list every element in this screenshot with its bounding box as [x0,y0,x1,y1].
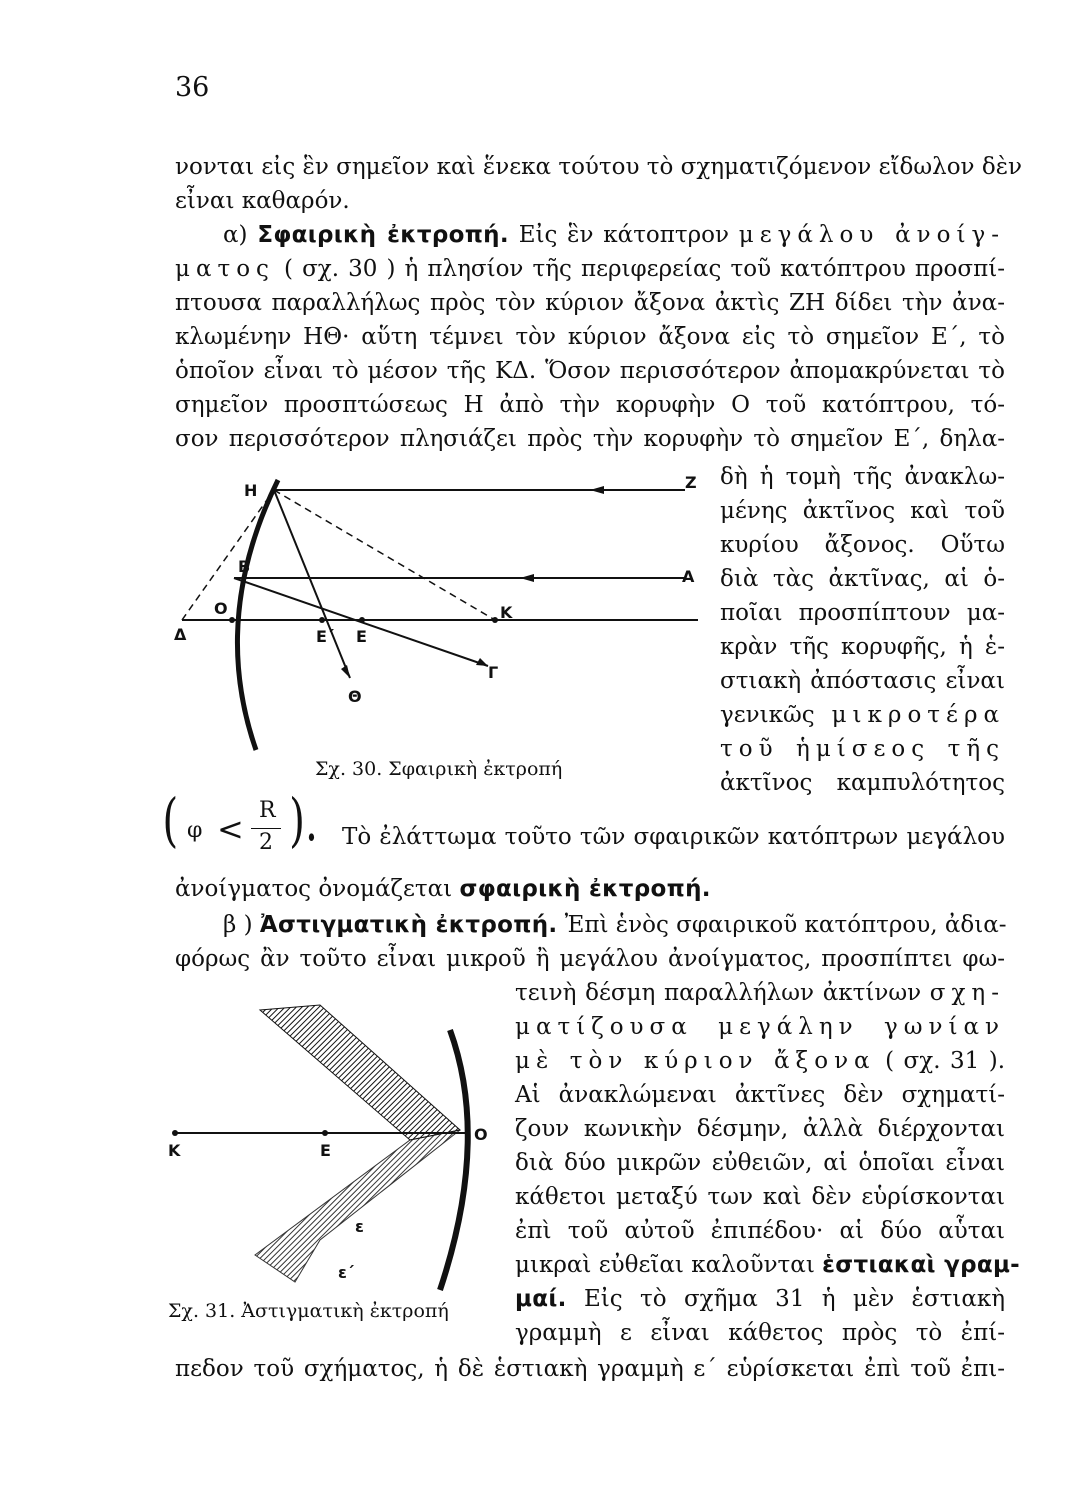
figure-label: Κ [500,603,513,622]
bold-term: μαί. [515,1286,567,1312]
figure-label: Β [238,557,251,576]
figure-label: Ο [214,599,228,618]
section-a-heading [175,218,1005,252]
spaced-text: μεγάλου ἀνοίγ- [738,222,1006,248]
section-b-title: Ἀστιγματικὴ ἐκτροπή. [259,912,558,938]
section-b-label: β ) [223,912,253,938]
text-line: ὁποῖον εἶναι τὸ μέσον τῆς ΚΔ. Ὅσον περισσότερον ἀπομακρύνεται τὸ [175,358,1005,384]
text-line [515,976,1005,1010]
spaced-text: μικροτέρα [831,702,1005,728]
text-line: σον περισσότερον πλησιάζει πρὸς τὴν κορυφὴν τὸ σημεῖον Ε΄, δηλα- [175,426,1005,452]
text-line [175,872,1005,906]
figure-31-caption: Σχ. 31. Ἀστιγματικὴ ἐκτροπή [168,1300,449,1322]
spaced-text: σχη- [929,980,1005,1006]
text-line: διὰ τὰς ἀκτῖνας, αἱ ὁ- [720,566,1005,592]
text-line: ζουν κωνικὴν δέσμην, ἀλλὰ διέρχονται [515,1116,1005,1142]
figure-label: Θ [348,687,362,706]
formula [162,786,318,860]
figure-label: Α [682,567,695,586]
text-line: σημεῖον προσπτώσεως Η ἀπὸ τὴν κορυφὴν Ο τοῦ κατόπτρου, τό- [175,392,1005,418]
text-line: νονται εἰς ἓν σημεῖον καὶ ἕνεκα τούτου τὸ σχηματιζόμενον εἴδωλον δὲν [175,154,1023,180]
text-line: κλωμένην ΗΘ· αὕτη τέμνει τὸν κύριον ἄξονα εἰς τὸ σημεῖον Ε΄, τὸ [175,324,1005,350]
fraction-bar [251,828,281,829]
formula-R: R [259,798,276,823]
text-line: γραμμὴ ε εἶναι κάθετος πρὸς τὸ ἐπί- [515,1320,1005,1346]
figure-label: Ε΄ [316,627,334,646]
text-line: πεδον τοῦ σχήματος, ἡ δὲ ἑστιακὴ γραμμὴ ε΄ εὑρίσκεται ἐπὶ τοῦ ἐπι- [175,1356,1005,1382]
text-line [515,1282,1005,1316]
figure-30-caption: Σχ. 30. Σφαιρικὴ ἐκτροπή [315,758,563,780]
text-span: Ἐπὶ ἑνὸς σφαιρικοῦ κατόπτρου, ἀδια- [564,912,1007,938]
text-line: ποῖαι προσπίπτουν μα- [720,600,1005,626]
figure-label: Η [244,481,258,500]
spaced-text: ματίζουσα μεγάλην γωνίαν [515,1014,1005,1040]
figure-label: Κ [168,1141,181,1160]
formula-lt: < [217,810,244,848]
text-span: ( σχ. 31 ). [885,1048,1006,1074]
section-b-heading [175,908,1005,942]
figure-31-diagram [160,990,500,1295]
text-line: ἐπὶ τοῦ αὐτοῦ ἐπιπέδου· αἱ δύο αὗται [515,1218,1005,1244]
formula-2: 2 [259,830,273,855]
text-line: εἶναι καθαρόν. [175,188,350,214]
figure-30-diagram [170,468,710,768]
text-line: στιακὴ ἀπόστασις εἶναι [720,668,1005,694]
formula-paren: ). [289,786,318,854]
text-line [720,698,1005,732]
text-line: πτουσα παραλλήλως πρὸς τὸν κύριον ἄξονα ἀκτὶς ΖΗ δίδει τὴν ἀνα- [175,290,1005,316]
text-span: μικραὶ εὐθεῖαι καλοῦνται [515,1252,815,1278]
figure-label: ε [355,1217,364,1236]
text-line: ἀκτῖνος καμπυλότητος [720,770,1005,796]
text-line: δὴ ἡ τομὴ τῆς ἀνακλω- [720,464,1005,490]
text-span: ἀνοίγματος ὀνομάζεται [175,876,453,902]
text-line [515,1044,1005,1078]
spaced-text: μὲ τὸν κύριον ἄξονα [515,1048,876,1074]
text-line [515,1248,1021,1282]
figure-label: Ε [356,627,367,646]
text-span: Εἰς τὸ σχῆμα 31 ἡ μὲν ἑστιακὴ [583,1286,1006,1312]
figure-label: Ζ [685,473,697,492]
text-span: Εἰς ἓν κάτοπτρον [518,222,729,248]
figure-label: ε΄ [338,1263,354,1282]
text-line: κάθετοι μεταξύ των καὶ δὲν εὑρίσκονται [515,1184,1005,1210]
text-line: κρὰν τῆς κορυφῆς, ἡ ἑ- [720,634,1005,660]
section-a-title: Σφαιρικὴ ἐκτροπή. [257,222,509,248]
text-span: τεινὴ δέσμη παραλλήλων ἀκτίνων [515,980,922,1006]
text-span: ( σχ. 30 ) ἡ πλησίον τῆς περιφερείας τοῦ κατόπτρου προσπί- [284,256,1006,282]
text-line: διὰ δύο μικρῶν εὐθειῶν, αἱ ὁποῖαι εἶναι [515,1150,1005,1176]
text-line: Αἱ ἀνακλώμεναι ἀκτῖνες δὲν σχηματί- [515,1082,1005,1108]
text-line: μένης ἀκτῖνος καὶ τοῦ [720,498,1005,524]
formula-paren: ( [162,786,179,854]
text-span: γενικῶς [720,702,815,728]
text-line: Τὸ ἐλάττωμα τοῦτο τῶν σφαιρικῶν κατόπτρων μεγάλου [342,824,1005,850]
section-a-label: α) [223,222,248,248]
text-line [175,252,1005,286]
figure-label: Ε [320,1141,331,1160]
spaced-text: τοῦ ἡμίσεος τῆς [720,736,1005,762]
spaced-text: ματος [175,256,275,282]
formula-phi: φ [187,818,203,843]
figure-label: Δ [174,625,187,644]
text-line: κυρίου ἄξονος. Οὕτω [720,532,1005,558]
bold-term: σφαιρικὴ ἐκτροπή. [459,876,711,902]
figure-label: Γ [488,663,499,682]
page-number: 36 [175,72,210,103]
text-line: φόρως ἂν τοῦτο εἶναι μικροῦ ἢ μεγάλου ἀνοίγματος, προσπίπτει φω- [175,946,1005,972]
bold-term: ἑστιακαὶ γραμ- [822,1252,1021,1278]
figure-label: Ο [474,1125,488,1144]
